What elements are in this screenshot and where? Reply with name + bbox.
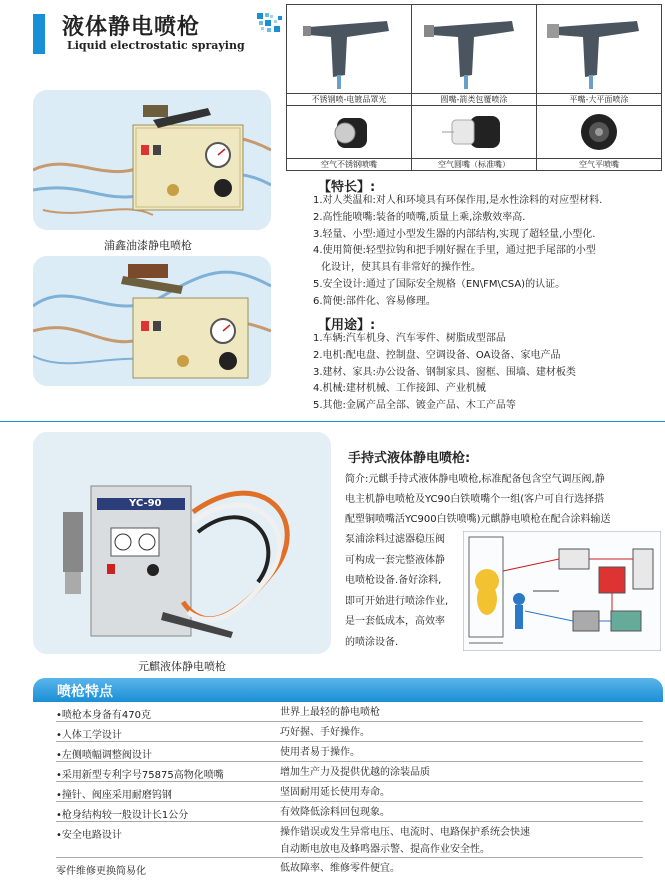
spec-row: [56, 782, 643, 802]
use-item: 1.车辆:汽车机身、汽车零件、树脂成型部品: [313, 333, 506, 344]
feature-item: 6.简便:部件化、容易修理。: [313, 295, 436, 307]
spray-gun-icon: [287, 5, 411, 93]
handheld-title: 手持式液体静电喷枪:: [348, 451, 471, 466]
uses-list: [313, 331, 576, 415]
spec-row-right: 巧好握、手好操作。: [280, 727, 370, 738]
spec-row-right: 使用者易于操作。: [280, 747, 360, 758]
spec-row: [56, 802, 643, 822]
uses-heading: 【用途】:: [318, 318, 376, 333]
feature-item: 3.轻量、小型:通过小型发生器的内部结构,实现了超轻量,小型化.: [313, 228, 596, 240]
handheld-line: 配塑铜喷嘴活YC900白铁喷嘴)元麒静电喷枪在配合涂料输送: [345, 514, 611, 525]
handheld-line: 电喷枪设备.备好涂料,: [345, 575, 442, 586]
spray-gun-icon: [537, 5, 661, 93]
nozzle-icon: [412, 106, 536, 158]
feature-item: 1.对人类温和:对人和环境具有环保作用,是水性涂料的对应型材料.: [313, 195, 603, 206]
gun-cell-2: [411, 4, 537, 106]
handheld-line: 可构成一套完整液体静: [345, 554, 445, 566]
use-item: 4.机械:建材机械、工作接卸、产业机械: [313, 383, 486, 395]
handheld-line: 简介:元麒手持式液体静电喷枪,标准配备包含空气调压阀,静: [345, 474, 605, 485]
spec-row-right: 增加生产力及提供优越的涂装品质: [280, 767, 430, 778]
handheld-intro: [345, 470, 611, 530]
spec-row-right: 有效降低涂料回包现象。: [280, 807, 390, 818]
spec-row-right-line: 操作错误或发生异常电压、电流时、电路保护系统会快速: [280, 827, 530, 838]
gun-caption-6: 空气平喷嘴: [537, 158, 661, 170]
use-item: 3.建材、家具:办公设备、钢制家具、窗框、围墙、建材板类: [313, 366, 576, 378]
spec-row-right: 低故障率、维修零件便宜。: [280, 863, 400, 874]
spec-row: [56, 742, 643, 762]
product-photo-top: [33, 90, 271, 230]
nozzle-icon: [537, 106, 661, 158]
page-title: 液体静电喷枪: [62, 15, 201, 40]
handheld-line: 是一套低成本，高效率: [345, 616, 445, 627]
system-diagram: [463, 531, 661, 651]
use-item: 2.电机:配电盘、控制盘、空调设备、OA设备、家电产品: [313, 349, 561, 361]
product-photo-yc90: [33, 432, 331, 654]
gun-caption-5: 空气圆嘴（标准嘴）: [412, 158, 536, 170]
gun-caption-2: 圆嘴-箭类包覆喷涂: [412, 93, 536, 105]
feature-item: 4.使用简便:轻型拉钩和把手刚好握在手里，通过把手尾部的小型: [313, 245, 596, 257]
feature-item: 2.高性能喷嘴:装备的喷嘴,质量上乘,涂敷效率高.: [313, 211, 526, 223]
nozzle-icon: [287, 106, 411, 158]
gun-caption-3: 平嘴-大平面喷涂: [537, 93, 661, 105]
photo-caption-top: 浦鑫油漆静电喷枪: [104, 239, 192, 252]
spec-heading: 喷枪特点: [57, 684, 113, 700]
spec-row: [56, 702, 643, 722]
spec-row: [56, 858, 643, 880]
spec-row-left: •人体工学设计: [56, 730, 122, 741]
spec-row-left: •采用新型专利字号75875高物化喷嘴: [56, 770, 224, 781]
spec-row-right: 世界上最轻的静电喷枪: [280, 707, 380, 718]
brand-logo-icon: [256, 12, 284, 36]
spec-row-left: •喷枪本身备有470克: [56, 710, 151, 721]
handheld-intro-continued: [345, 530, 448, 653]
feature-item: 5.安全设计:通过了国际安全规格（EN\FM\CSA)的认证。: [313, 278, 566, 290]
spec-heading-bar: [33, 678, 663, 702]
spec-row-left: •撞针、阀座采用耐磨钨钢: [56, 790, 172, 801]
spec-row: [56, 762, 643, 782]
spec-row-right: 坚固耐用延长使用寿命。: [280, 787, 390, 798]
spec-row-left: •安全电路设计: [56, 830, 122, 841]
handheld-line: 电主机静电喷枪及YC90白铁喷嘴个一组(客户可自行选择搭: [345, 494, 605, 505]
spray-gun-icon: [412, 5, 536, 93]
electrostatic-unit-illustration-bottom: [33, 256, 271, 386]
gun-caption-4: 空气不锈钢喷嘴: [287, 158, 411, 170]
yc90-panel-label: YC-90: [129, 498, 162, 509]
spec-row-right: [280, 824, 530, 858]
spec-row-left: 零件维修更换简易化: [56, 866, 146, 877]
gun-cell-5: [411, 105, 537, 171]
gun-cell-1: [286, 4, 412, 106]
yc90-unit-illustration: [33, 432, 331, 654]
features-list: [313, 193, 602, 311]
spec-row-left: •枪身结构较一般设计长1公分: [56, 810, 189, 821]
handheld-line: 即可开始进行喷涂作业,: [345, 595, 449, 607]
use-item: 5.其他:金属产品全部、镀金产品、木工产品等: [313, 400, 516, 412]
photo-caption-bottom: 元麒液体静电喷枪: [138, 660, 226, 673]
feature-item: 化设计，使其具有非常好的操作性。: [321, 262, 481, 274]
product-photo-bottom: [33, 256, 271, 386]
electrostatic-unit-illustration-top: [33, 90, 271, 230]
features-heading: 【特长】:: [318, 180, 376, 195]
header-accent-bar: [33, 14, 45, 54]
page-subtitle: Liquid electrostatic spraying: [67, 39, 245, 52]
spec-row-right-line: 自动断电放电及蜂鸣器示警、提高作业安全性。: [280, 844, 490, 855]
spec-row: [56, 822, 643, 858]
handheld-line: 的喷涂设备.: [345, 636, 399, 648]
section-divider: [0, 421, 665, 422]
gun-cell-4: [286, 105, 412, 171]
gun-cell-6: [536, 105, 662, 171]
gun-caption-1: 不锈钢喷-电镀品罩光: [287, 93, 411, 105]
spec-row: [56, 722, 643, 742]
gun-cell-3: [536, 4, 662, 106]
spec-row-left: •左侧喷幅调整阀设计: [56, 750, 152, 761]
handheld-line: 泵浦涂料过滤器稳压阀: [345, 534, 445, 545]
